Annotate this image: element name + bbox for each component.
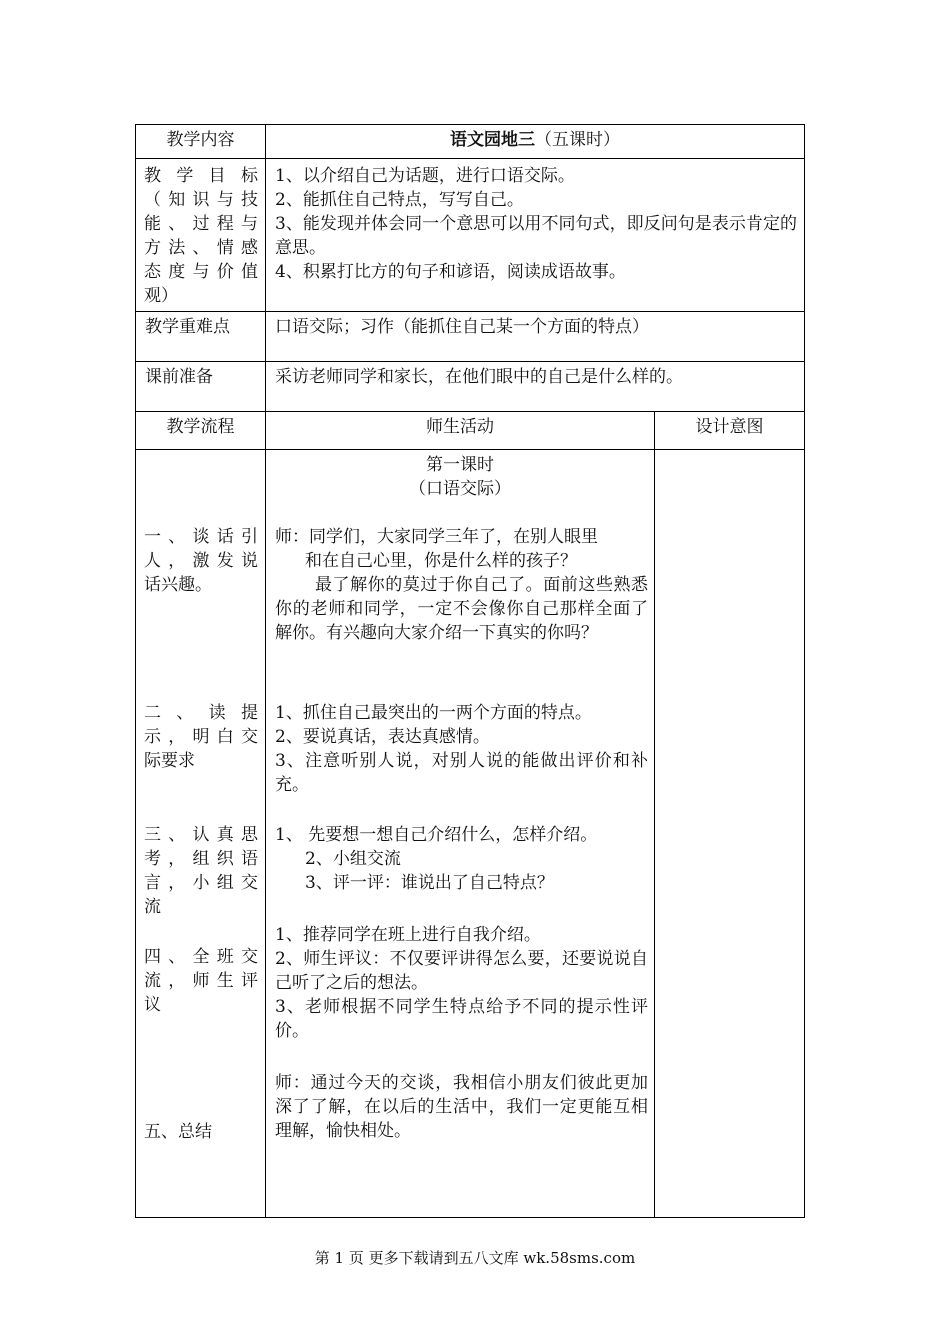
preparation-label-text: 课前准备 bbox=[145, 367, 213, 387]
activity-line: 和在自己心里，你是什么样的孩子？ bbox=[305, 551, 577, 571]
step-label-line: 议 bbox=[144, 995, 161, 1015]
preparation-value bbox=[275, 365, 797, 389]
step-label bbox=[144, 945, 258, 1017]
activity-line: 2、小组交流 bbox=[305, 849, 401, 869]
table-border bbox=[135, 361, 805, 362]
lesson-title bbox=[266, 128, 804, 152]
column-header-activities-text: 师生活动 bbox=[426, 417, 494, 437]
lesson-period-title: 第一课时 bbox=[426, 455, 494, 475]
step-label-line: 话兴趣。 bbox=[144, 575, 212, 595]
preparation-text: 采访老师同学和家长，在他们眼中的自己是什么样的。 bbox=[275, 367, 683, 387]
step-activity bbox=[275, 701, 648, 797]
goals-label-line: 态 度 与 价 值 bbox=[144, 262, 258, 282]
activity-line: 3、评一评：谁说出了自己特点？ bbox=[305, 873, 554, 893]
table-border bbox=[265, 124, 266, 1218]
step-label-line: 考 ， 组 织 语 bbox=[144, 849, 258, 869]
step-activity bbox=[275, 1071, 648, 1143]
goals-label-line: 观） bbox=[144, 286, 178, 306]
step-activity bbox=[275, 923, 648, 1043]
column-header-intent-text: 设计意图 bbox=[695, 417, 764, 437]
table-border bbox=[135, 124, 136, 1218]
step-label-line: 示 ， 明 白 交 bbox=[144, 727, 258, 747]
table-border bbox=[135, 1217, 805, 1218]
column-header-process bbox=[136, 415, 265, 439]
column-header-intent bbox=[655, 415, 804, 439]
activity-line: 2、师生评议：不仅要评讲得怎么要，还要说说自己听了之后的想法。 bbox=[275, 949, 648, 993]
goals-label-line: 教 学 目 标 bbox=[144, 166, 258, 186]
table-border bbox=[804, 124, 805, 1218]
lesson-heading bbox=[266, 453, 654, 501]
step-label-line: 言 ， 小 组 交 bbox=[144, 873, 258, 893]
goal-item: 3、能发现并体会同一个意思可以用不同句式，即反问句是表示肯定的意思。 bbox=[275, 214, 797, 258]
step-label-line: 际要求 bbox=[144, 751, 195, 771]
lesson-title-bold: 语文园地三 bbox=[450, 130, 535, 150]
step-label-line: 流 ， 师 生 评 bbox=[144, 971, 258, 991]
goals-label-line: 能 、 过 程 与 bbox=[144, 214, 258, 234]
column-header-process-text: 教学流程 bbox=[166, 417, 235, 437]
activity-line: 3、注意听别人说，对别人说的能做出评价和补充。 bbox=[275, 751, 648, 795]
page-footer bbox=[0, 1246, 950, 1270]
key-points-value bbox=[275, 315, 797, 339]
step-label-line: 一 、 谈 话 引 bbox=[144, 527, 258, 547]
step-label-line: 三 、 认 真 思 bbox=[144, 825, 258, 845]
step-label bbox=[144, 1120, 258, 1144]
step-label-line: 人 ， 激 发 说 bbox=[144, 551, 258, 571]
lesson-period-subtitle: （口语交际） bbox=[409, 479, 511, 499]
table-border bbox=[135, 311, 805, 312]
key-points-label-text: 教学重难点 bbox=[145, 317, 230, 337]
step-label bbox=[144, 525, 258, 597]
step-label bbox=[144, 823, 258, 919]
step-label-line: 四 、 全 班 交 bbox=[144, 947, 258, 967]
activity-line: 师：通过今天的交谈，我相信小朋友们彼此更加深了了解，在以后的生活中，我们一定更能互相理解，愉快相处。 bbox=[275, 1073, 648, 1141]
step-activity bbox=[275, 525, 648, 645]
activity-line: 1、推荐同学在班上进行自我介绍。 bbox=[275, 925, 541, 945]
content-label bbox=[136, 128, 265, 152]
step-label bbox=[144, 701, 258, 773]
table-border bbox=[654, 411, 655, 1218]
page-footer-text: 第 1 页 更多下载请到五八文库 wk.58sms.com bbox=[314, 1249, 636, 1267]
activity-line: 最了解你的莫过于你自己了。面前这些熟悉你的老师和同学，一定不会像你自己那样全面了解你。有兴趣向大家介绍一下真实的你吗？ bbox=[275, 575, 648, 643]
goals-list bbox=[275, 164, 797, 284]
step-activity bbox=[275, 823, 648, 895]
activity-line: 1、 先要想一想自己介绍什么，怎样介绍。 bbox=[275, 825, 598, 845]
content-label-text: 教学内容 bbox=[166, 130, 235, 150]
table-border bbox=[135, 158, 805, 159]
goal-item: 4、积累打比方的句子和谚语，阅读成语故事。 bbox=[275, 262, 626, 282]
lesson-title-rest: （五课时） bbox=[535, 130, 620, 150]
activity-line: 2、要说真话，表达真感情。 bbox=[275, 727, 490, 747]
goal-item: 1、以介绍自己为话题，进行口语交际。 bbox=[275, 166, 575, 186]
activity-line: 3、老师根据不同学生特点给予不同的提示性评价。 bbox=[275, 997, 648, 1041]
step-label-line: 流 bbox=[144, 897, 161, 917]
column-header-activities bbox=[266, 415, 654, 439]
goals-label bbox=[144, 164, 258, 308]
key-points-text: 口语交际；习作（能抓住自己某一个方面的特点） bbox=[275, 317, 649, 337]
goals-label-line: （ 知 识 与 技 bbox=[144, 190, 258, 210]
activity-line: 师：同学们，大家同学三年了，在别人眼里 bbox=[275, 527, 598, 547]
activity-line: 1、抓住自己最突出的一两个方面的特点。 bbox=[275, 703, 592, 723]
table-border bbox=[135, 124, 805, 125]
step-label-line: 二 、 读 提 bbox=[144, 703, 258, 723]
preparation-label bbox=[145, 365, 263, 389]
step-label-line: 五、总结 bbox=[144, 1122, 212, 1142]
table-border bbox=[135, 411, 805, 412]
goals-label-line: 方 法 、 情 感 bbox=[144, 238, 258, 258]
goal-item: 2、能抓住自己特点，写写自己。 bbox=[275, 190, 524, 210]
key-points-label bbox=[145, 315, 263, 339]
table-border bbox=[135, 449, 805, 450]
